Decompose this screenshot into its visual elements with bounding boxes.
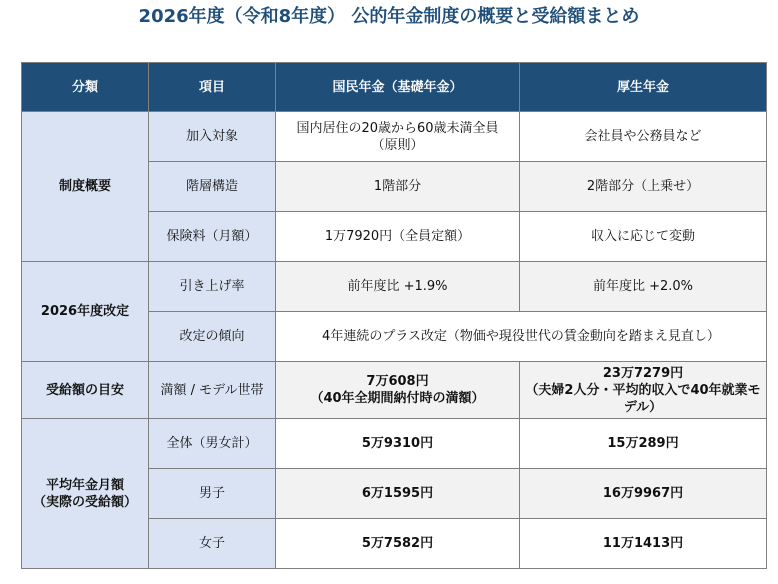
kosei-value: 2階部分（上乗せ） bbox=[520, 162, 767, 212]
category-heikin: 平均年金月額 （実際の受給額） bbox=[22, 419, 149, 569]
table-row bbox=[22, 419, 767, 469]
kokumin-value: 国内居住の20歳から60歳未満全員 （原則） bbox=[276, 112, 520, 162]
item-label: 全体（男女計） bbox=[149, 419, 276, 469]
kokumin-value: 6万1595円 bbox=[276, 469, 520, 519]
item-label: 保険料（月額） bbox=[149, 212, 276, 262]
kosei-value: 会社員や公務員など bbox=[520, 112, 767, 162]
header-category: 分類 bbox=[22, 63, 149, 112]
kokumin-value: 1階部分 bbox=[276, 162, 520, 212]
item-label: 改定の傾向 bbox=[149, 312, 276, 362]
table-row bbox=[22, 362, 767, 419]
item-label: 加入対象 bbox=[149, 112, 276, 162]
kosei-value: 23万7279円 （夫婦2人分・平均的収入で40年就業モデル） bbox=[520, 362, 767, 419]
merged-value: 4年連続のプラス改定（物価や現役世代の賃金動向を踏まえ見直し） bbox=[276, 312, 767, 362]
header-item: 項目 bbox=[149, 63, 276, 112]
category-kaitei: 2026年度改定 bbox=[22, 262, 149, 362]
table-row bbox=[22, 112, 767, 162]
kokumin-value: 5万7582円 bbox=[276, 519, 520, 569]
category-seido: 制度概要 bbox=[22, 112, 149, 262]
category-meyasu: 受給額の目安 bbox=[22, 362, 149, 419]
item-label: 引き上げ率 bbox=[149, 262, 276, 312]
kosei-value: 11万1413円 bbox=[520, 519, 767, 569]
kokumin-value: 5万9310円 bbox=[276, 419, 520, 469]
item-label: 階層構造 bbox=[149, 162, 276, 212]
kokumin-value: 1万7920円（全員定額） bbox=[276, 212, 520, 262]
header-kosei: 厚生年金 bbox=[520, 63, 767, 112]
header-kokumin: 国民年金（基礎年金） bbox=[276, 63, 520, 112]
table-row bbox=[22, 262, 767, 312]
pension-table bbox=[21, 62, 767, 569]
item-label: 女子 bbox=[149, 519, 276, 569]
item-label: 男子 bbox=[149, 469, 276, 519]
kosei-value: 15万289円 bbox=[520, 419, 767, 469]
kosei-value: 16万9967円 bbox=[520, 469, 767, 519]
item-label: 満額 / モデル世帯 bbox=[149, 362, 276, 419]
kosei-value: 前年度比 +2.0% bbox=[520, 262, 767, 312]
kokumin-value: 前年度比 +1.9% bbox=[276, 262, 520, 312]
header-row bbox=[22, 63, 767, 112]
page-title: 2026年度（令和8年度） 公的年金制度の概要と受給額まとめ bbox=[138, 6, 640, 27]
kosei-value: 収入に応じて変動 bbox=[520, 212, 767, 262]
kokumin-value: 7万608円 （40年全期間納付時の満額） bbox=[276, 362, 520, 419]
